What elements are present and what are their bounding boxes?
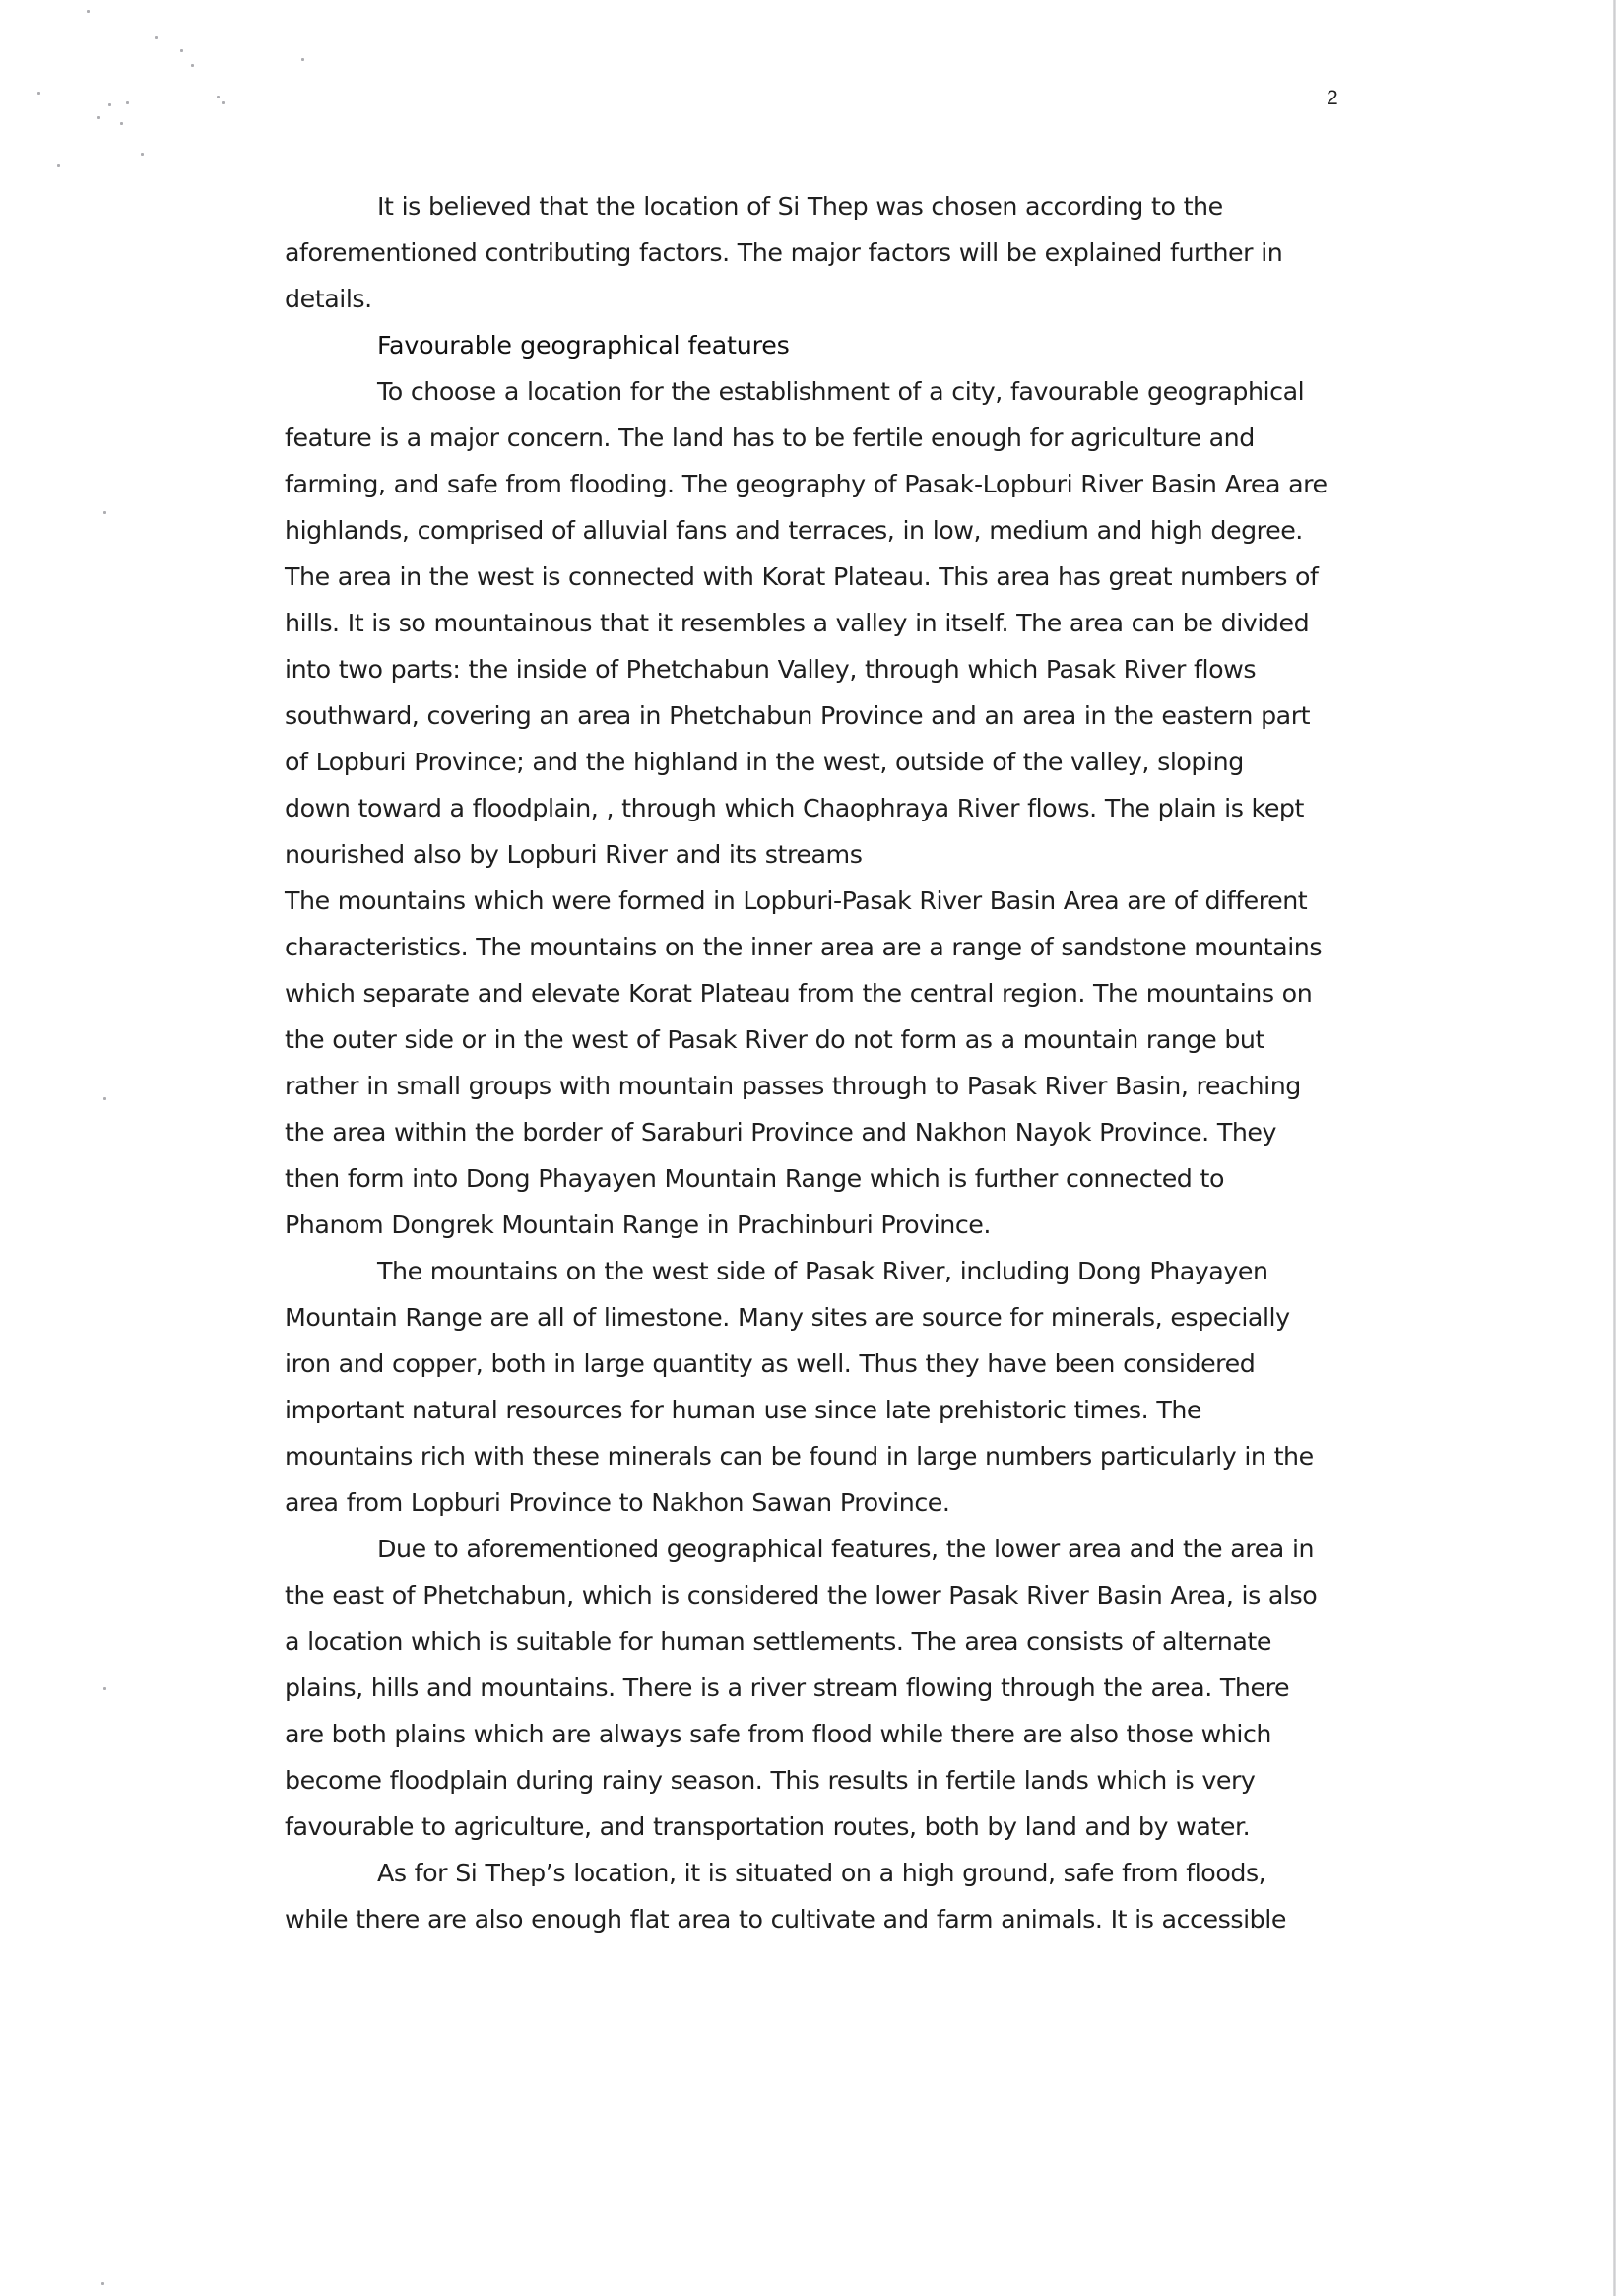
text-line: the outer side or in the west of Pasak River do not form as a mountain range but — [285, 1025, 1264, 1054]
scan-speck — [222, 101, 225, 104]
scan-speck — [37, 92, 40, 95]
text-line: southward, covering an area in Phetchabun Province and an area in the eastern part — [285, 701, 1311, 730]
text-line: down toward a floodplain, , through which Chaophraya River flows. The plain is kept — [285, 794, 1305, 822]
text-line: area from Lopburi Province to Nakhon Sawan Province. — [285, 1488, 950, 1517]
text-line: Mountain Range are all of limestone. Many sites are source for minerals, especially — [285, 1303, 1290, 1332]
scan-speck — [126, 101, 129, 104]
text-line: the east of Phetchabun, which is considered the lower Pasak River Basin Area, is also — [285, 1581, 1318, 1609]
text-line: a location which is suitable for human settlements. The area consists of alternate — [285, 1627, 1271, 1656]
text-line: details. — [285, 285, 372, 313]
scan-speck — [87, 10, 90, 13]
scan-speck — [103, 1687, 106, 1690]
scan-speck — [57, 164, 60, 167]
text-line: mountains rich with these minerals can be found in large numbers particularly in the — [285, 1442, 1314, 1471]
body-text — [285, 183, 1348, 1942]
scan-speck — [155, 36, 158, 39]
text-line: To choose a location for the establishment of a city, favourable geographical — [377, 377, 1305, 406]
page-number: 2 — [1327, 87, 1338, 109]
text-line: aforementioned contributing factors. The major factors will be explained further in — [285, 238, 1283, 267]
text-line: nourished also by Lopburi River and its streams — [285, 840, 863, 869]
text-line: then form into Dong Phayayen Mountain Range which is further connected to — [285, 1164, 1225, 1193]
scan-speck — [180, 49, 183, 52]
text-line: feature is a major concern. The land has to be fertile enough for agriculture and — [285, 424, 1255, 452]
text-line: rather in small groups with mountain passes through to Pasak River Basin, reaching — [285, 1072, 1301, 1100]
text-line: hills. It is so mountainous that it resembles a valley in itself. The area can be divided — [285, 609, 1310, 637]
text-line: of Lopburi Province; and the highland in the west, outside of the valley, sloping — [285, 748, 1244, 776]
text-line: into two parts: the inside of Phetchabun Valley, through which Pasak River flows — [285, 655, 1257, 684]
text-line: which separate and elevate Korat Plateau from the central region. The mountains on — [285, 979, 1313, 1008]
scan-speck — [120, 122, 123, 125]
text-line: highlands, comprised of alluvial fans and terraces, in low, medium and high degree. — [285, 516, 1303, 545]
scan-speck — [108, 103, 111, 106]
scan-speck — [301, 58, 304, 61]
text-line: iron and copper, both in large quantity as well. Thus they have been considered — [285, 1349, 1256, 1378]
scan-speck — [141, 153, 144, 156]
scan-speck — [101, 2282, 104, 2285]
text-line: plains, hills and mountains. There is a river stream flowing through the area. There — [285, 1673, 1290, 1702]
text-line: while there are also enough flat area to cultivate and farm animals. It is accessible — [285, 1905, 1286, 1934]
scan-speck — [217, 96, 220, 98]
section-heading: Favourable geographical features — [377, 331, 790, 360]
text-line: characteristics. The mountains on the inner area are a range of sandstone mountains — [285, 933, 1323, 961]
text-line: Phanom Dongrek Mountain Range in Prachinburi Province. — [285, 1211, 991, 1239]
text-line: The mountains which were formed in Lopburi-Pasak River Basin Area are of different — [285, 886, 1308, 915]
text-line: Due to aforementioned geographical features, the lower area and the area in — [377, 1535, 1315, 1563]
scan-speck — [97, 116, 100, 119]
scan-speck — [103, 511, 106, 514]
scan-speck — [191, 64, 194, 67]
text-line: become floodplain during rainy season. This results in fertile lands which is very — [285, 1766, 1256, 1795]
text-line: The mountains on the west side of Pasak River, including Dong Phayayen — [377, 1257, 1268, 1285]
text-line: farming, and safe from flooding. The geography of Pasak-Lopburi River Basin Area are — [285, 470, 1328, 498]
text-line: important natural resources for human use since late prehistoric times. The — [285, 1396, 1202, 1424]
text-line: It is believed that the location of Si Thep was chosen according to the — [377, 192, 1223, 221]
text-line: favourable to agriculture, and transportation routes, both by land and by water. — [285, 1812, 1251, 1841]
scan-speck — [103, 1097, 106, 1100]
text-line: As for Si Thep’s location, it is situated on a high ground, safe from floods, — [377, 1859, 1266, 1887]
text-line: are both plains which are always safe from flood while there are also those which — [285, 1720, 1272, 1748]
text-line: The area in the west is connected with Korat Plateau. This area has great numbers of — [285, 562, 1319, 591]
scan-edge-line — [1613, 0, 1616, 2296]
text-line: the area within the border of Saraburi Province and Nakhon Nayok Province. They — [285, 1118, 1277, 1147]
